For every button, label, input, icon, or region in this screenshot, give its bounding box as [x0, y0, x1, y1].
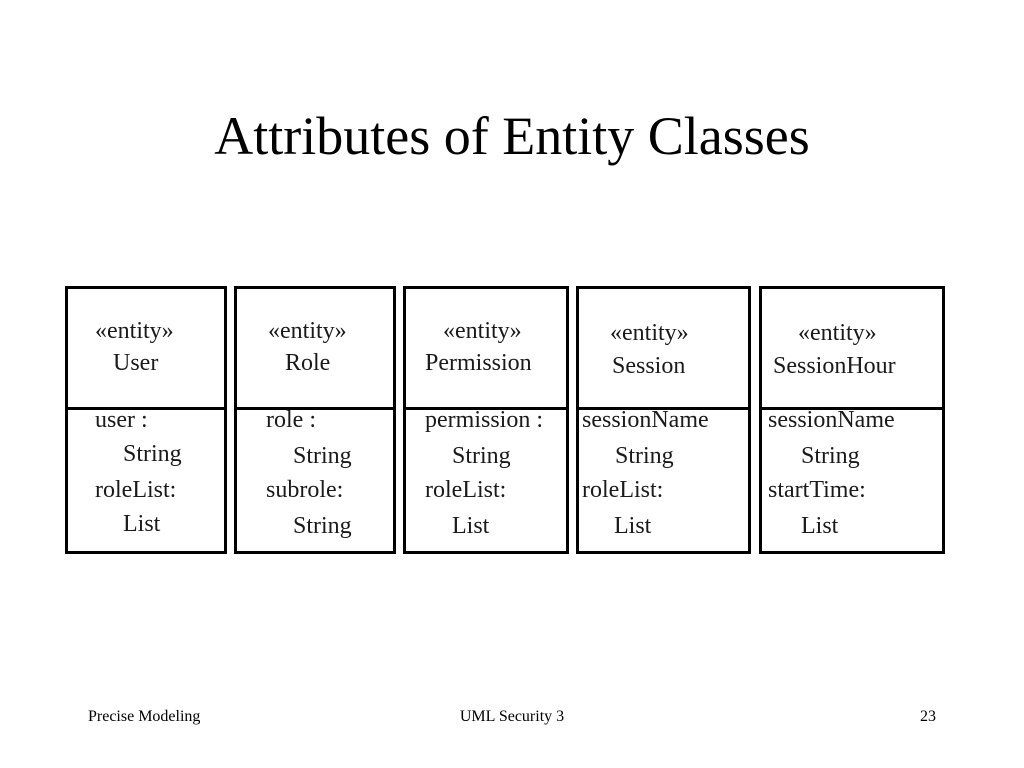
class-name-compartment: [237, 289, 393, 410]
attribute-line: sessionName: [582, 410, 709, 433]
attribute-line: String: [615, 443, 674, 469]
class-name-compartment: [406, 289, 566, 410]
attribute-line: sessionName: [768, 410, 895, 433]
attribute-line: roleList:: [425, 477, 507, 503]
page-number: 23: [920, 708, 936, 725]
entity-class-session: [576, 286, 751, 554]
attribute-line: roleList:: [95, 477, 177, 503]
attribute-line: startTime:: [768, 477, 866, 503]
attribute-line: user :: [95, 410, 148, 433]
entity-class-sessionhour: [759, 286, 945, 554]
attribute-compartment: [762, 410, 942, 551]
footer-left-text: Precise Modeling: [88, 708, 201, 725]
class-name-compartment: [579, 289, 748, 410]
stereotype-label: «entity»: [268, 318, 347, 344]
attribute-line: List: [801, 513, 839, 539]
attribute-line: List: [123, 511, 161, 537]
footer-center-text: UML Security 3: [459, 708, 565, 725]
attribute-line: subrole:: [266, 477, 344, 503]
attribute-line: roleList:: [582, 477, 664, 503]
attribute-line: String: [452, 443, 511, 469]
stereotype-label: «entity»: [95, 318, 174, 344]
slide-title: Attributes of Entity Classes: [214, 106, 810, 166]
class-name: Role: [285, 350, 331, 376]
attribute-line: role :: [266, 410, 316, 433]
attribute-line: List: [614, 513, 652, 539]
attribute-line: String: [293, 443, 352, 469]
class-name: SessionHour: [773, 353, 896, 379]
attribute-compartment: [68, 410, 224, 551]
attribute-line: String: [123, 441, 182, 467]
entity-class-permission: [403, 286, 569, 554]
attribute-compartment: [406, 410, 566, 551]
attribute-line: List: [452, 513, 490, 539]
entity-class-user: [65, 286, 227, 554]
stereotype-label: «entity»: [610, 320, 689, 346]
attribute-line: String: [293, 513, 352, 539]
entity-class-role: [234, 286, 396, 554]
class-name: Permission: [425, 350, 532, 376]
attribute-compartment: [237, 410, 393, 551]
attribute-line: permission :: [425, 410, 543, 433]
stereotype-label: «entity»: [798, 320, 877, 346]
stereotype-label: «entity»: [443, 318, 522, 344]
class-name: User: [113, 350, 159, 376]
class-name-compartment: [68, 289, 224, 410]
class-name-compartment: [762, 289, 942, 410]
attribute-line: String: [801, 443, 860, 469]
attribute-compartment: [579, 410, 748, 551]
class-name: Session: [612, 353, 686, 379]
